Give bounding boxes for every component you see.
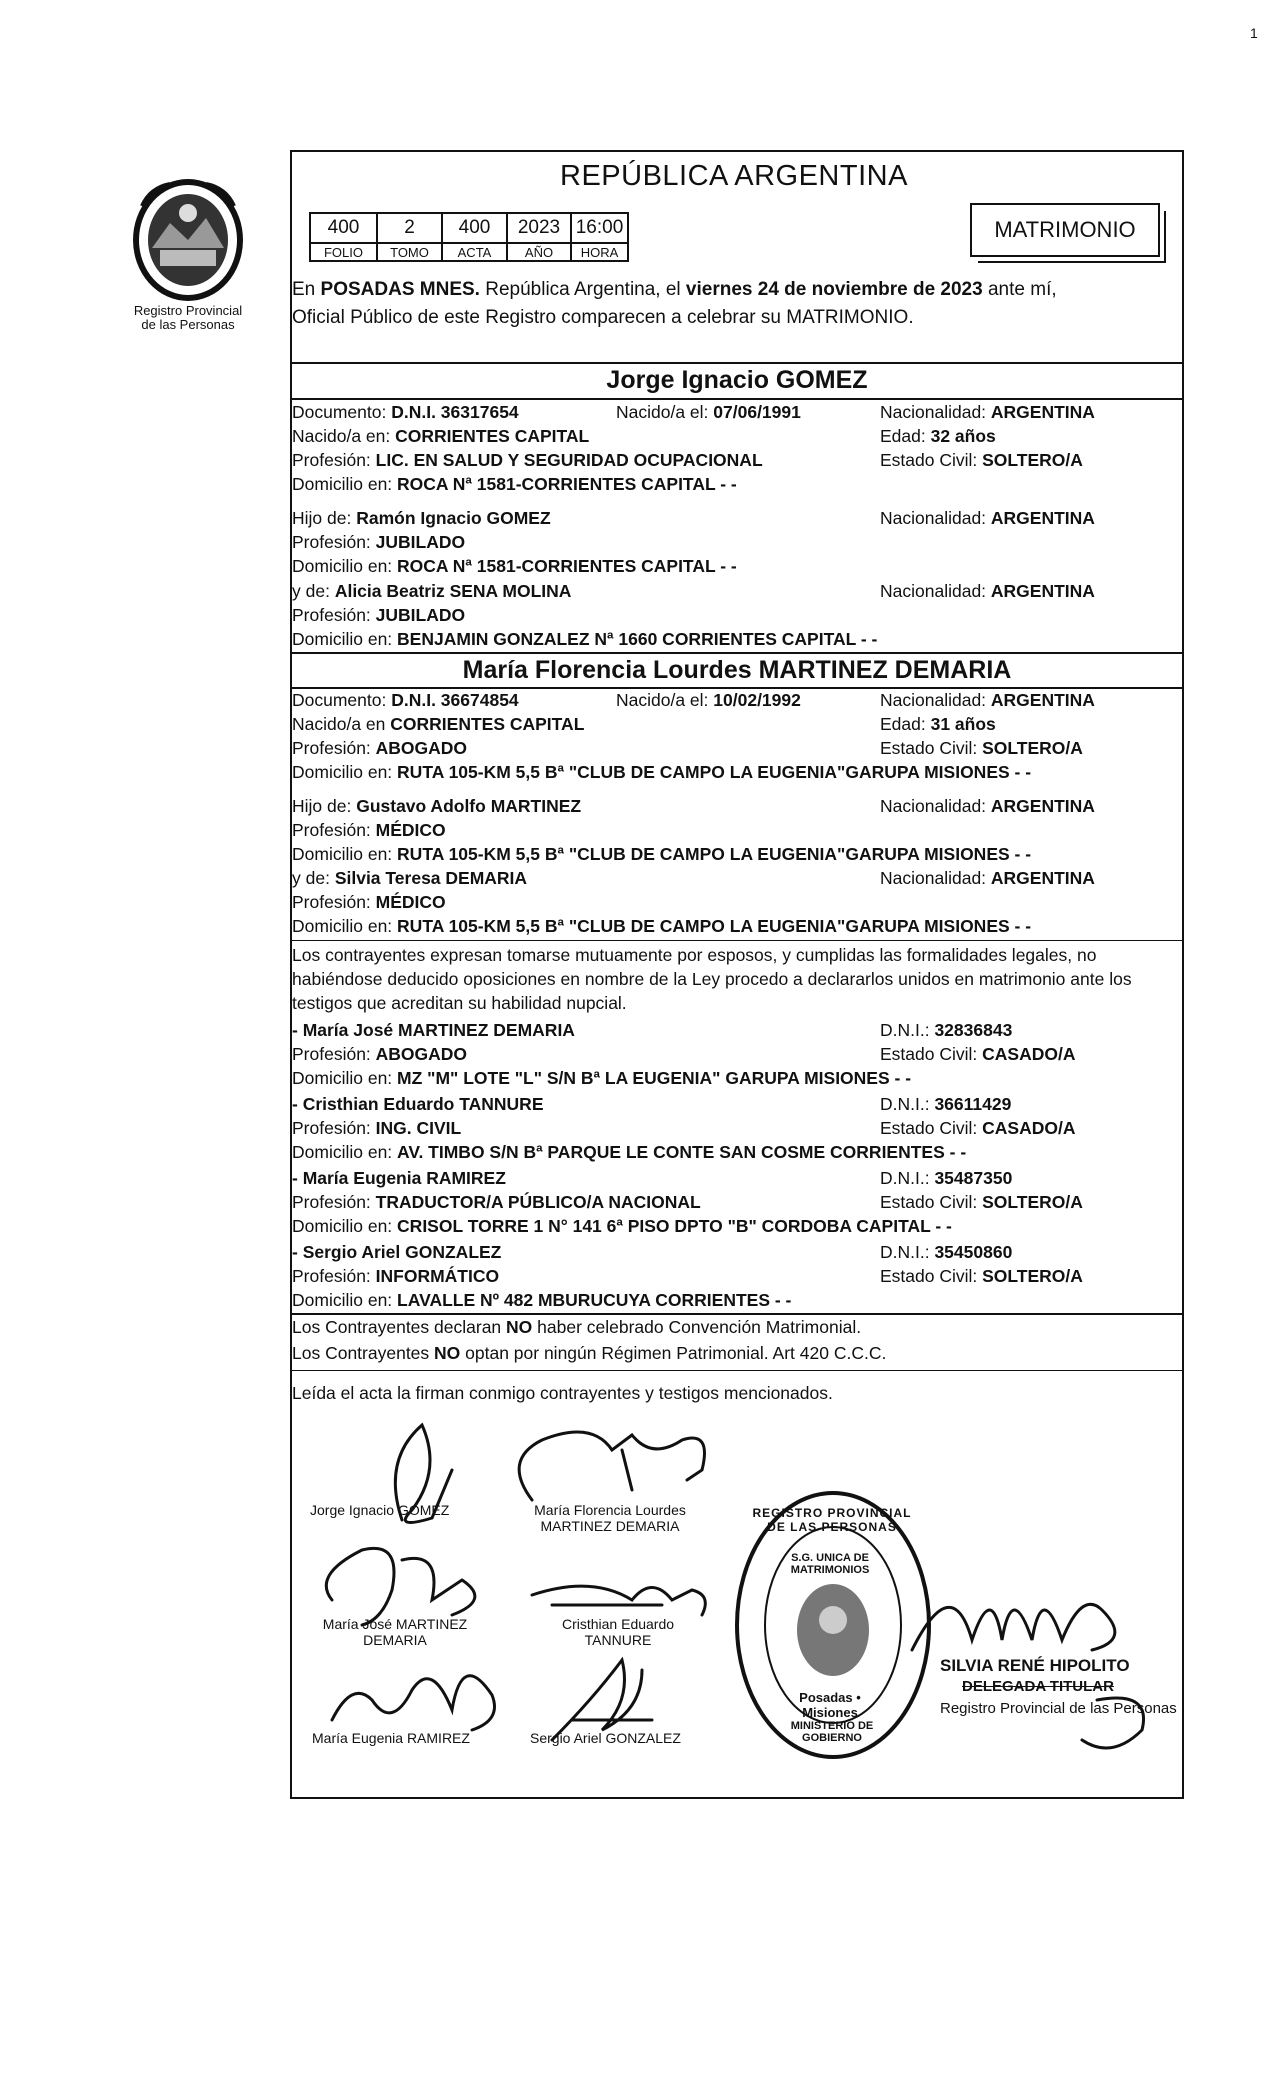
groom-mother: y de: Alicia Beatriz SENA MOLINA (292, 581, 572, 601)
bride-mother: y de: Silvia Teresa DEMARIA (292, 868, 528, 888)
witness-3-dni: D.N.I.: 35487350 (880, 1168, 1013, 1188)
bride-profession: Profesión: ABOGADO (292, 738, 468, 758)
hora-label: HORA (571, 243, 628, 261)
seal-inner-text: S.G. UNICA DE MATRIMONIOS (790, 1552, 870, 1576)
divider (290, 398, 1184, 400)
sig-label-witness2: Cristhian Eduardo TANNURE (561, 1616, 675, 1648)
bride-address: Domicilio en: RUTA 105-KM 5,5 Bª "CLUB DE CAMPO LA EUGENIA"GARUPA MISIONES - - (292, 762, 1032, 782)
groom-father-nationality: Nacionalidad: ARGENTINA (880, 508, 1095, 528)
official-name: SILVIA RENÉ HIPOLITO (940, 1656, 1130, 1675)
bride-name: María Florencia Lourdes MARTINEZ DEMARIA (462, 656, 1012, 684)
folio-value: 400 (310, 213, 377, 243)
province-coat-of-arms-logo (130, 178, 246, 302)
groom-birthplace: Nacido/a en: CORRIENTES CAPITAL (292, 426, 590, 446)
witness-4-dni: D.N.I.: 35450860 (880, 1242, 1013, 1262)
bride-nationality: Nacionalidad: ARGENTINA (880, 690, 1095, 710)
bride-mother-address: Domicilio en: RUTA 105-KM 5,5 Bª "CLUB DE CAMPO LA EUGENIA"GARUPA MISIONES - - (292, 916, 1032, 936)
sig-label-witness1: María José MARTINEZ DEMARIA (322, 1616, 468, 1648)
groom-age: Edad: 32 años (880, 426, 996, 446)
declaration-paragraph: Los contrayentes expresan tomarse mutuamente por esposos, y cumplidas las formalidades legales, no habiéndose deducido oposiciones en nombre de la Ley procedo a declararlos unidos en matrimonio ante los testigos que acreditan su habilidad nupcial. (292, 945, 1132, 1013)
witness-2-dni: D.N.I.: 36611429 (880, 1094, 1012, 1114)
logo-caption: Registro Provincial de las Personas (133, 303, 243, 332)
groom-profession: Profesión: LIC. EN SALUD Y SEGURIDAD OCUPACIONAL (292, 450, 763, 470)
bride-birthplace: Nacido/a en CORRIENTES CAPITAL (292, 714, 585, 734)
groom-father-address: Domicilio en: ROCA Nª 1581-CORRIENTES CAPITAL - - (292, 556, 737, 576)
seal-ministry-text: MINISTERIO DE GOBIERNO (790, 1720, 874, 1744)
divider (290, 362, 1184, 364)
anio-value: 2023 (507, 213, 571, 243)
sig-label-witness4: Sergio Ariel GONZALEZ (530, 1730, 681, 1746)
witness-2-civil-status: Estado Civil: CASADO/A (880, 1118, 1076, 1138)
bride-father-profession: Profesión: MÉDICO (292, 820, 446, 840)
bride-document: Documento: D.N.I. 36674854 (292, 690, 519, 710)
groom-name: Jorge Ignacio GOMEZ (606, 366, 868, 394)
divider (290, 1370, 1184, 1371)
bride-civil-status: Estado Civil: SOLTERO/A (880, 738, 1083, 758)
official-office: Registro Provincial de las Personas (940, 1700, 1177, 1717)
witness-3-profession: Profesión: TRADUCTOR/A PÚBLICO/A NACIONAL (292, 1192, 701, 1212)
closing-statement: Leída el acta la firman conmigo contrayentes y testigos mencionados. (292, 1383, 833, 1403)
witness-4-profession: Profesión: INFORMÁTICO (292, 1266, 500, 1286)
witness-3-address: Domicilio en: CRISOL TORRE 1 N° 141 6ª PISO DPTO "B" CORDOBA CAPITAL - - (292, 1216, 952, 1236)
seal-outer-text: REGISTRO PROVINCIAL DE LAS PERSONAS (752, 1506, 912, 1534)
bride-father-nationality: Nacionalidad: ARGENTINA (880, 796, 1095, 816)
witness-1-dni: D.N.I.: 32836843 (880, 1020, 1013, 1040)
bride-mother-nationality: Nacionalidad: ARGENTINA (880, 868, 1095, 888)
divider (290, 652, 1184, 654)
groom-born-date: Nacido/a el: 07/06/1991 (616, 402, 801, 422)
witness3-signature (332, 1676, 495, 1730)
convention-statement: Los Contrayentes declaran NO haber celebrado Convención Matrimonial. (292, 1317, 862, 1337)
hora-value: 16:00 (571, 213, 628, 243)
anio-label: AÑO (507, 243, 571, 261)
groom-document: Documento: D.N.I. 36317654 (292, 402, 519, 422)
official-signature (912, 1604, 1115, 1650)
witness-2-profession: Profesión: ING. CIVIL (292, 1118, 462, 1138)
groom-mother-nationality: Nacionalidad: ARGENTINA (880, 581, 1095, 601)
witness-2-address: Domicilio en: AV. TIMBO S/N Bª PARQUE LE CONTE SAN COSME CORRIENTES - - (292, 1142, 967, 1162)
witness1-signature (326, 1548, 475, 1625)
bride-born-date: Nacido/a el: 10/02/1992 (616, 690, 801, 710)
sig-label-witness3: María Eugenia RAMIREZ (312, 1730, 470, 1746)
page-mark: 1 (1250, 25, 1258, 41)
registry-table (309, 212, 629, 262)
groom-mother-address: Domicilio en: BENJAMIN GONZALEZ Nª 1660 CORRIENTES CAPITAL - - (292, 629, 878, 649)
folio-label: FOLIO (310, 243, 377, 261)
tomo-label: TOMO (377, 243, 442, 261)
groom-nationality: Nacionalidad: ARGENTINA (880, 402, 1095, 422)
act-type-box: MATRIMONIO (970, 203, 1160, 257)
witness-2-name: - Cristhian Eduardo TANNURE (292, 1094, 544, 1114)
acta-value: 400 (442, 213, 507, 243)
acta-label: ACTA (442, 243, 507, 261)
seal-bottom-text: Posadas • Misiones (799, 1690, 861, 1720)
groom-civil-status: Estado Civil: SOLTERO/A (880, 450, 1083, 470)
tomo-value: 2 (377, 213, 442, 243)
witness-3-civil-status: Estado Civil: SOLTERO/A (880, 1192, 1083, 1212)
witness-1-civil-status: Estado Civil: CASADO/A (880, 1044, 1076, 1064)
witness2-signature (532, 1586, 705, 1615)
document-title: REPÚBLICA ARGENTINA (560, 160, 908, 192)
bride-mother-profession: Profesión: MÉDICO (292, 892, 446, 912)
bride-signature (519, 1432, 704, 1500)
witness-4-name: - Sergio Ariel GONZALEZ (292, 1242, 502, 1262)
bride-father-address: Domicilio en: RUTA 105-KM 5,5 Bª "CLUB DE CAMPO LA EUGENIA"GARUPA MISIONES - - (292, 844, 1032, 864)
witness-1-profession: Profesión: ABOGADO (292, 1044, 468, 1064)
groom-father: Hijo de: Ramón Ignacio GOMEZ (292, 508, 551, 528)
regime-statement: Los Contrayentes NO optan por ningún Régimen Patrimonial. Art 420 C.C.C. (292, 1343, 887, 1363)
groom-address: Domicilio en: ROCA Nª 1581-CORRIENTES CAPITAL - - (292, 474, 737, 494)
witness-1-name: - María José MARTINEZ DEMARIA (292, 1020, 575, 1040)
witness-3-name: - María Eugenia RAMIREZ (292, 1168, 506, 1188)
sig-label-bride: María Florencia Lourdes MARTINEZ DEMARIA (534, 1502, 686, 1534)
divider (290, 940, 1184, 941)
intro-paragraph: En POSADAS MNES. República Argentina, el viernes 24 de noviembre de 2023 ante mí, Oficial Público de este Registro comparecen a celebrar su MATRIMONIO. (292, 279, 1057, 328)
groom-father-profession: Profesión: JUBILADO (292, 532, 466, 552)
bride-father: Hijo de: Gustavo Adolfo MARTINEZ (292, 796, 582, 816)
witness4-signature (552, 1660, 652, 1740)
groom-mother-profession: Profesión: JUBILADO (292, 605, 466, 625)
witness-4-address: Domicilio en: LAVALLE Nº 482 MBURUCUYA CORRIENTES - - (292, 1290, 792, 1310)
witness-1-address: Domicilio en: MZ "M" LOTE "L" S/N Bª LA EUGENIA" GARUPA MISIONES - - (292, 1068, 912, 1088)
sig-label-groom: Jorge Ignacio GOMEZ (310, 1502, 450, 1518)
witness-4-civil-status: Estado Civil: SOLTERO/A (880, 1266, 1083, 1286)
bride-age: Edad: 31 años (880, 714, 996, 734)
divider (290, 1313, 1184, 1315)
official-role: DELEGADA TITULAR (962, 1678, 1114, 1695)
